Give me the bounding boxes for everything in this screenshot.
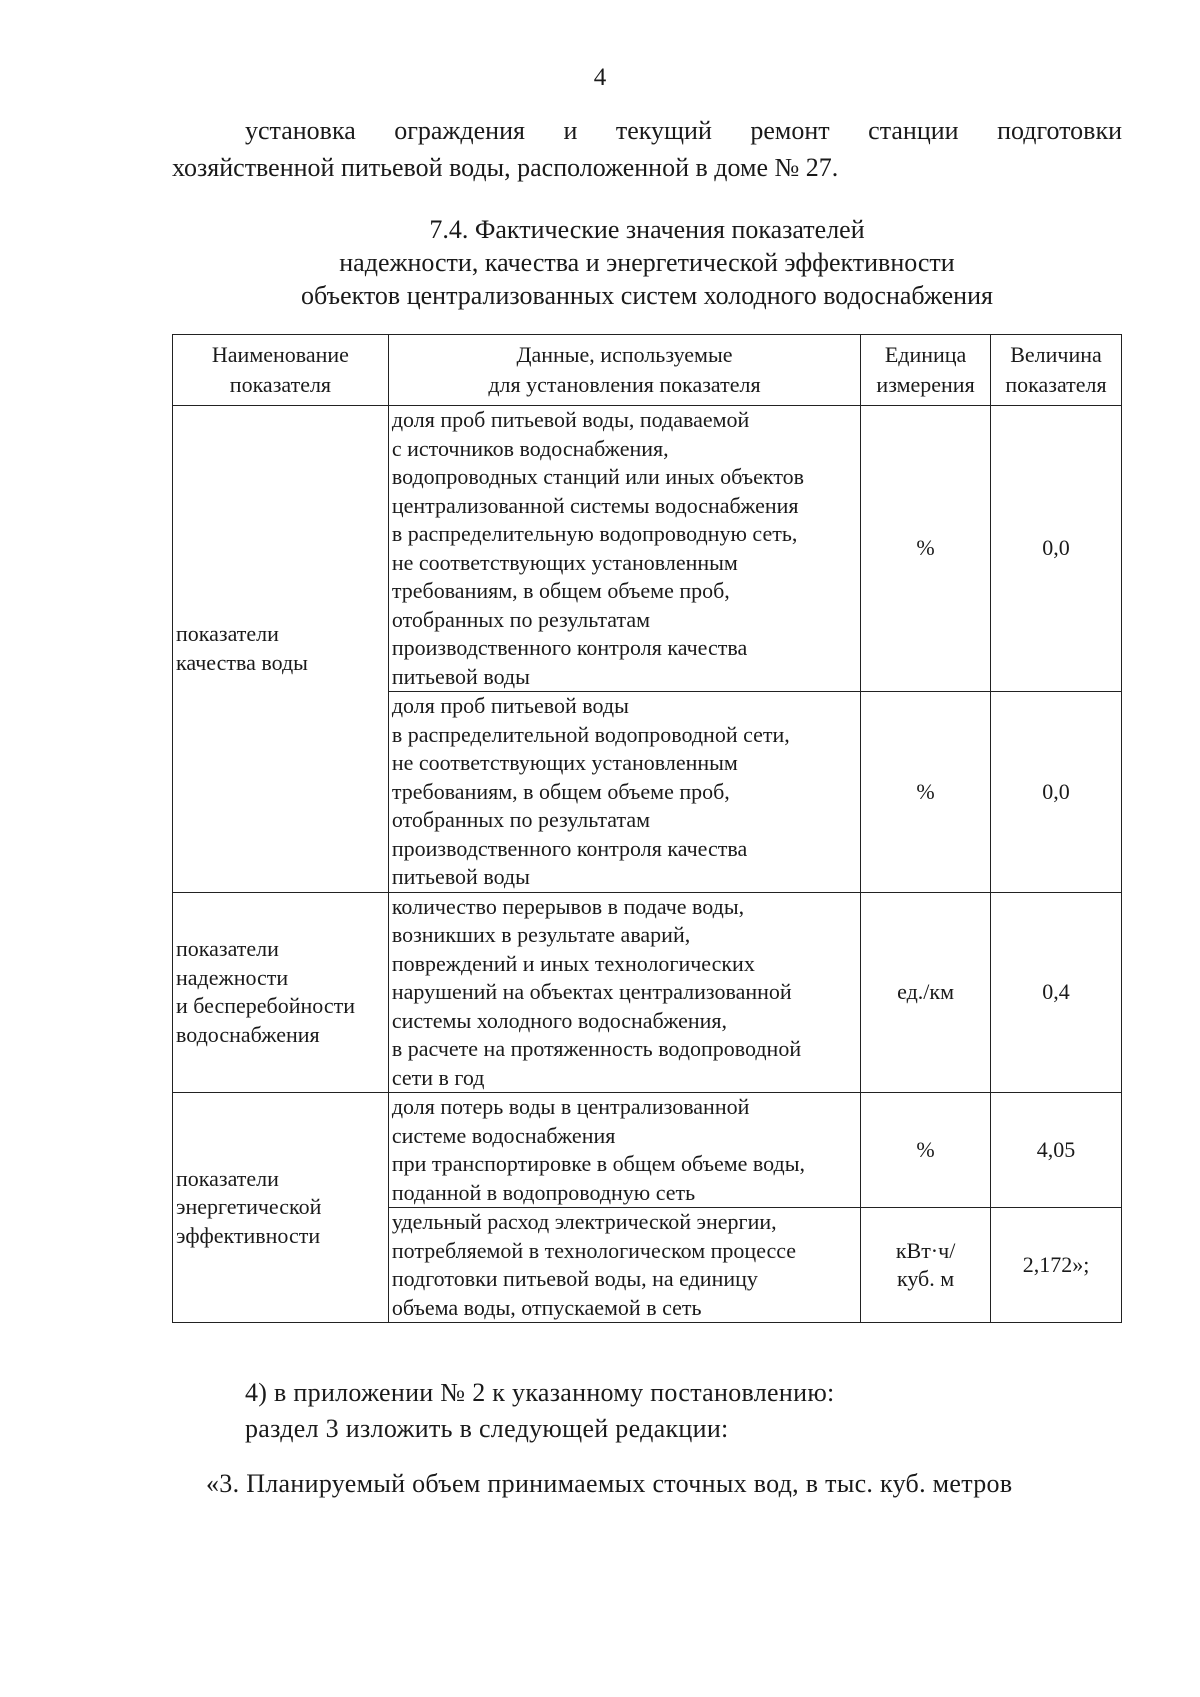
table-header-row — [173, 335, 1122, 406]
text-line: измерения — [876, 372, 975, 397]
header-name — [173, 335, 389, 406]
text-line: системе водоснабжения — [391, 1122, 616, 1148]
indicator-unit — [861, 892, 991, 1093]
section-title-line-3: объектов централизованных систем холодного водоснабжения — [301, 281, 993, 310]
text-line: Наименование — [211, 342, 349, 367]
table-body — [173, 406, 1122, 1323]
text-line: и бесперебойности — [176, 993, 355, 1019]
text-line: водопроводных станций или иных объектов — [391, 464, 805, 489]
indicators-table — [172, 334, 1122, 1323]
header-data — [388, 335, 860, 406]
text-line: количество перерывов в подаче воды, — [391, 893, 745, 919]
indicator-unit — [861, 1208, 991, 1323]
text-line: поданной в водопроводную сеть — [391, 1179, 696, 1205]
text-line: показатели — [176, 1165, 279, 1191]
indicator-description — [388, 1208, 860, 1323]
section-title — [172, 213, 1122, 312]
intro-paragraph — [172, 112, 1122, 186]
indicator-value: 0,0 — [991, 692, 1122, 893]
text-line: отобранных по результатам — [391, 807, 651, 832]
text-line: сети в год — [391, 1064, 485, 1090]
text-line: с источников водоснабжения, — [391, 435, 669, 461]
indicator-group-name — [173, 1093, 389, 1323]
text-line: для установления показателя — [488, 372, 761, 397]
indicator-unit — [861, 692, 991, 893]
text-line: системы холодного водоснабжения, — [391, 1007, 728, 1033]
table-row — [173, 406, 1122, 692]
text-line: производственного контроля качества — [391, 635, 748, 660]
indicator-description — [388, 892, 860, 1093]
text-line: не соответствующих установленным — [391, 549, 738, 575]
text-line: удельный расход электрической энергии, — [391, 1209, 777, 1234]
text-line: Данные, используемые — [516, 342, 733, 367]
text-line: качества воды — [176, 649, 308, 675]
page-number: 4 — [593, 64, 607, 91]
text-line: % — [916, 535, 935, 561]
indicator-value: 0,0 — [991, 406, 1122, 692]
text-line: в распределительную водопроводную сеть, — [391, 521, 798, 546]
text-line: возникших в результате аварий, — [391, 922, 691, 947]
section-title-line-2: надежности, качества и энергетической эффективности — [339, 248, 955, 277]
indicator-description — [388, 1093, 860, 1208]
text-line: потребляемой в технологическом процессе — [391, 1237, 797, 1263]
text-line: показателя — [1005, 372, 1107, 397]
indicator-unit — [861, 1093, 991, 1208]
text-line: показателя — [229, 372, 332, 397]
text-line: куб. м — [896, 1266, 955, 1291]
text-line: объема воды, отпускаемой в сеть — [391, 1294, 702, 1320]
text-line: питьевой воды — [391, 663, 530, 689]
indicator-value: 2,172»; — [991, 1208, 1122, 1323]
text-line: Единица — [884, 342, 967, 367]
section-3-heading: «3. Планируемый объем принимаемых сточных вод, в тыс. куб. метров — [206, 1469, 1013, 1498]
amendment-line-1: 4) в приложении № 2 к указанному постановлению: — [245, 1378, 835, 1407]
section-title-line-1: 7.4. Фактические значения показателей — [429, 215, 865, 244]
text-line: эффективности — [176, 1222, 321, 1248]
text-line: доля проб питьевой воды — [391, 693, 629, 718]
text-line: ед./км — [897, 979, 955, 1004]
text-line: требованиям, в общем объеме проб, — [391, 778, 730, 804]
indicator-unit — [861, 406, 991, 692]
text-line: % — [916, 778, 935, 804]
indicator-group-name — [173, 892, 389, 1093]
text-line: повреждений и иных технологических — [391, 950, 755, 976]
intro-line-1: установка ограждения и текущий ремонт станции подготовки — [245, 116, 1122, 145]
text-line: централизованной системы водоснабжения — [391, 492, 799, 518]
text-line: отобранных по результатам — [391, 606, 651, 632]
text-line: доля потерь воды в централизованной — [391, 1094, 750, 1119]
text-line: питьевой воды — [391, 864, 530, 889]
indicator-value: 0,4 — [991, 892, 1122, 1093]
text-line: в распределительной водопроводной сети, — [391, 721, 790, 747]
text-line: не соответствующих установленным — [391, 750, 738, 775]
text-line: требованиям, в общем объеме проб, — [391, 578, 730, 603]
text-line: Величина — [1010, 342, 1102, 367]
text-line: энергетической — [176, 1194, 322, 1220]
indicator-description — [388, 406, 860, 692]
text-line: показатели — [176, 936, 279, 962]
text-line: производственного контроля качества — [391, 835, 748, 861]
indicator-value: 4,05 — [991, 1093, 1122, 1208]
amendment-line-2: раздел 3 изложить в следующей редакции: — [245, 1414, 729, 1443]
indicator-group-name — [173, 406, 389, 893]
text-line: показатели — [176, 621, 279, 647]
text-line: подготовки питьевой воды, на единицу — [391, 1266, 758, 1291]
header-unit — [861, 335, 991, 406]
text-line: водоснабжения — [176, 1021, 320, 1047]
table-row — [173, 892, 1122, 1093]
text-line: доля проб питьевой воды, подаваемой — [391, 407, 750, 432]
table-row — [173, 1093, 1122, 1208]
text-line: % — [916, 1136, 935, 1162]
text-line: кВт·ч/ — [895, 1237, 956, 1263]
text-line: в расчете на протяженность водопроводной — [391, 1036, 802, 1061]
amendment-paragraph — [172, 1375, 1122, 1447]
text-line: нарушений на объектах централизованной — [391, 979, 792, 1004]
text-line: надежности — [176, 964, 289, 990]
indicator-description — [388, 692, 860, 893]
intro-line-2: хозяйственной питьевой воды, расположенной в доме № 27. — [172, 153, 839, 182]
header-value — [991, 335, 1122, 406]
text-line: при транспортировке в общем объеме воды, — [391, 1151, 806, 1176]
